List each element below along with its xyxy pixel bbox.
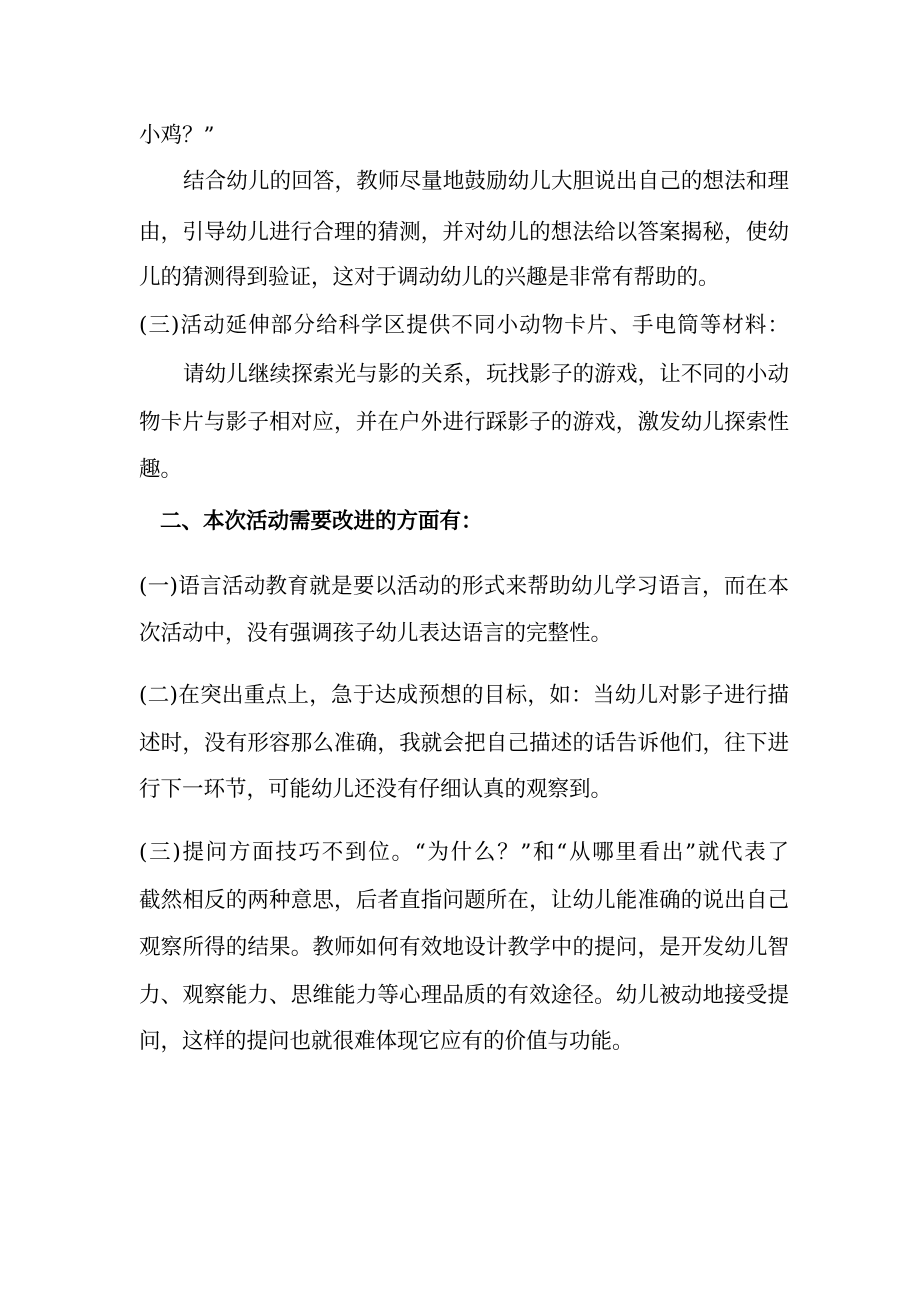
paragraph-1-line-1: 结合幼儿的回答，教师尽量地鼓励幼儿大胆说出自己的想法和理 [183,169,789,194]
item-3-line-3: 观察所得的结果。教师如何有效地设计教学中的提问，是开发幼儿智 [139,935,789,960]
paragraph-1-line-3: 儿的猜测得到验证，这对于调动幼儿的兴趣是非常有帮助的。 [139,265,720,290]
paragraph-1-line-2: 由，引导幼儿进行合理的猜测，并对幼儿的想法给以答案揭秘，使幼 [139,220,789,245]
intro-line: 小鸡？” [139,123,215,148]
item-2-line-1: (二)在突出重点上，急于达成预想的目标，如：当幼儿对影子进行描 [139,683,789,708]
item-3-line-1: (三)提问方面技巧不到位。“为什么？”和“从哪里看出”就代表了 [139,840,789,865]
section-heading-2: 二、本次活动需要改进的方面有： [160,509,483,534]
item-1-line-1: (一)语言活动教育就是要以活动的形式来帮助幼儿学习语言，而在本 [139,574,789,599]
item-3-line-5: 问，这样的提问也就很难体现它应有的价值与功能。 [139,1029,634,1054]
paragraph-2-line-1: 请幼儿继续探索光与影的关系，玩找影子的游戏，让不同的小动 [183,362,789,387]
item-2-line-3: 行下一环节，可能幼儿还没有仔细认真的观察到。 [139,777,613,802]
item-3-line-4: 力、观察能力、思维能力等心理品质的有效途径。幼儿被动地接受提 [139,983,789,1008]
item-2-line-2: 述时，没有形容那么准确，我就会把自己描述的话告诉他们，往下进 [139,731,789,756]
item-3-line-2: 截然相反的两种意思，后者直指问题所在，让幼儿能准确的说出自己 [139,888,789,913]
paragraph-2-line-2: 物卡片与影子相对应，并在户外进行踩影子的游戏，激发幼儿探索性 [139,410,789,435]
paragraph-2-line-3: 趣。 [139,457,183,482]
item-1-line-2: 次活动中，没有强调孩子幼儿表达语言的完整性。 [139,621,613,646]
section-3-title: (三)活动延伸部分给科学区提供不同小动物卡片、手电筒等材料： [139,313,789,338]
